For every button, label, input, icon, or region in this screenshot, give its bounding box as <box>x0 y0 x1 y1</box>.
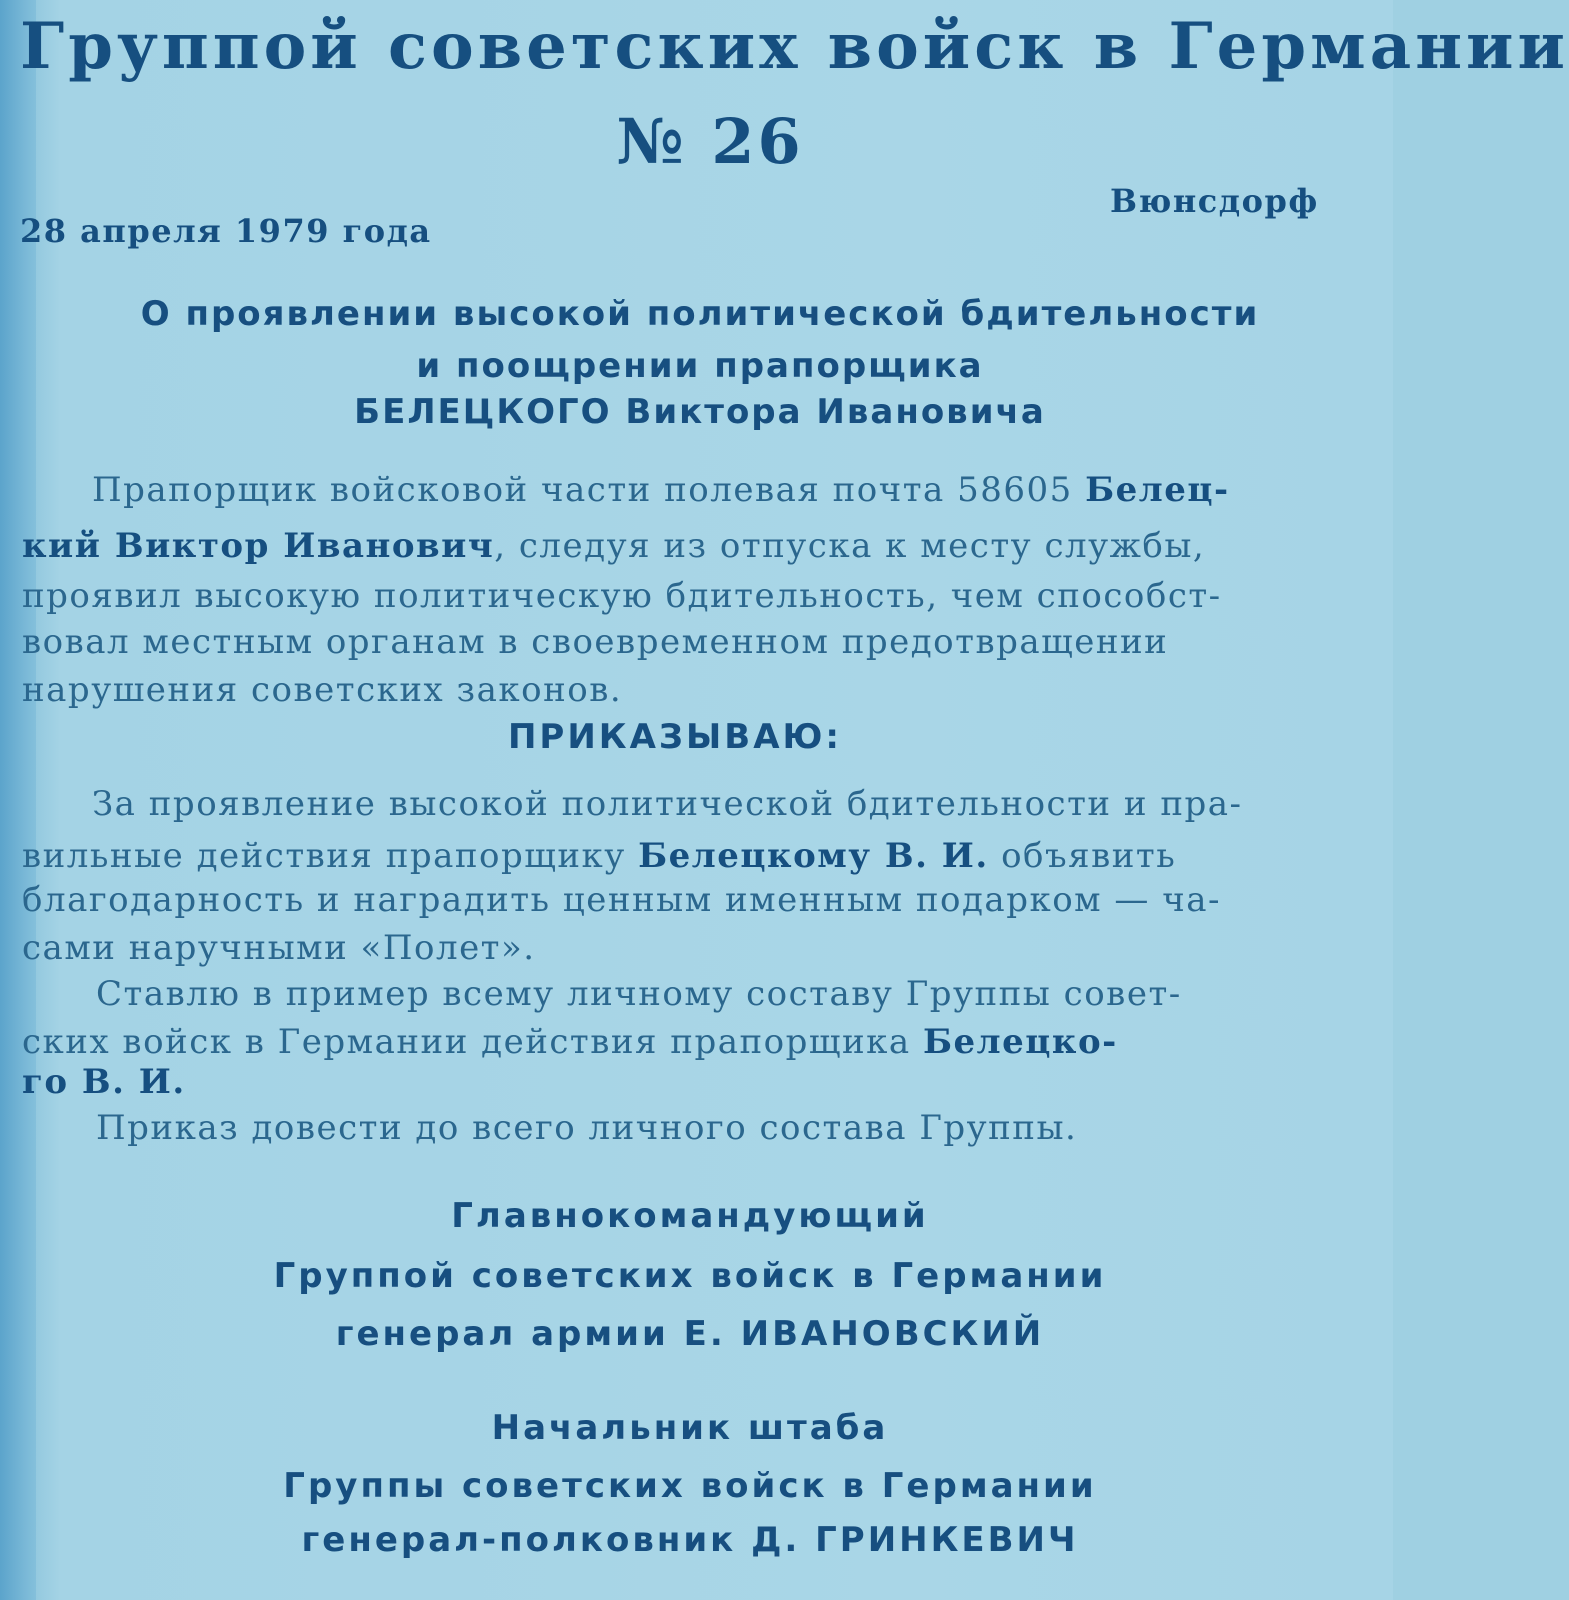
order-line-4: сами наручными «Полет». <box>22 928 536 968</box>
signature-2-position: Начальник штаба <box>491 1408 889 1448</box>
paragraph-1-line-5: нарушения советских законов. <box>22 670 623 710</box>
paragraph-1-line-4: вовал местным органам в своевременном предотвращении <box>22 622 1169 662</box>
paragraph-1-line-3: проявил высокую политическую бдительность, чем способст- <box>22 576 1222 616</box>
order-line-2-text-1: вильные действия прапорщику <box>22 836 639 876</box>
subject-line-3: БЕЛЕЦКОГО Виктора Ивановича <box>354 392 1046 432</box>
signature-2-rank-name: генерал-полковник Д. ГРИНКЕВИЧ <box>301 1520 1079 1560</box>
order-heading: ПРИКАЗЫВАЮ: <box>507 717 843 757</box>
order-line-6-text: ских войск в Германии действия прапорщика <box>22 1022 923 1062</box>
subject-line-2: и поощрении прапорщика <box>416 346 984 386</box>
order-line-6 <box>22 1020 1118 1064</box>
signature-1-rank-name: генерал армии Е. ИВАНОВСКИЙ <box>335 1314 1045 1354</box>
paragraph-1-line-1-bold: Белец- <box>1085 470 1230 510</box>
document-number: № 26 <box>616 105 804 178</box>
signature-1-unit: Группой советских войск в Германии <box>273 1256 1107 1296</box>
paragraph-1-line-2 <box>22 524 1205 568</box>
signature-2-unit: Группы советских войск в Германии <box>283 1466 1097 1506</box>
order-line-7: го В. И. <box>22 1062 186 1102</box>
order-line-3: благодарность и наградить ценным именным подарком — ча- <box>22 880 1221 920</box>
subject-line-1: О проявлении высокой политической бдительности <box>140 294 1260 334</box>
order-line-2-bold: Белецкому В. И. <box>638 836 989 876</box>
document-date: 28 апреля 1979 года <box>20 212 432 250</box>
paragraph-1-line-1 <box>92 468 1230 512</box>
order-line-1: За проявление высокой политической бдительности и пра- <box>92 784 1243 824</box>
paragraph-1-line-2-bold: кий Виктор Иванович <box>22 526 495 566</box>
paragraph-1-line-1-text: Прапорщик войсковой части полевая почта 58605 <box>92 470 1086 510</box>
paragraph-1-line-2-text: , следуя из отпуска к месту службы, <box>494 526 1206 566</box>
signature-1-position: Главнокомандующий <box>451 1196 929 1236</box>
order-line-6-bold: Белецко- <box>922 1022 1118 1062</box>
order-line-8: Приказ довести до всего личного состава Группы. <box>96 1108 1078 1148</box>
order-line-2 <box>22 834 1176 878</box>
order-line-2-text-2: объявить <box>988 836 1177 876</box>
document-place: Вюнсдорф <box>1110 182 1319 220</box>
order-line-5: Ставлю в пример всему личному составу Группы совет- <box>96 974 1182 1014</box>
document-title: Группой советских войск в Германии <box>20 9 1569 84</box>
